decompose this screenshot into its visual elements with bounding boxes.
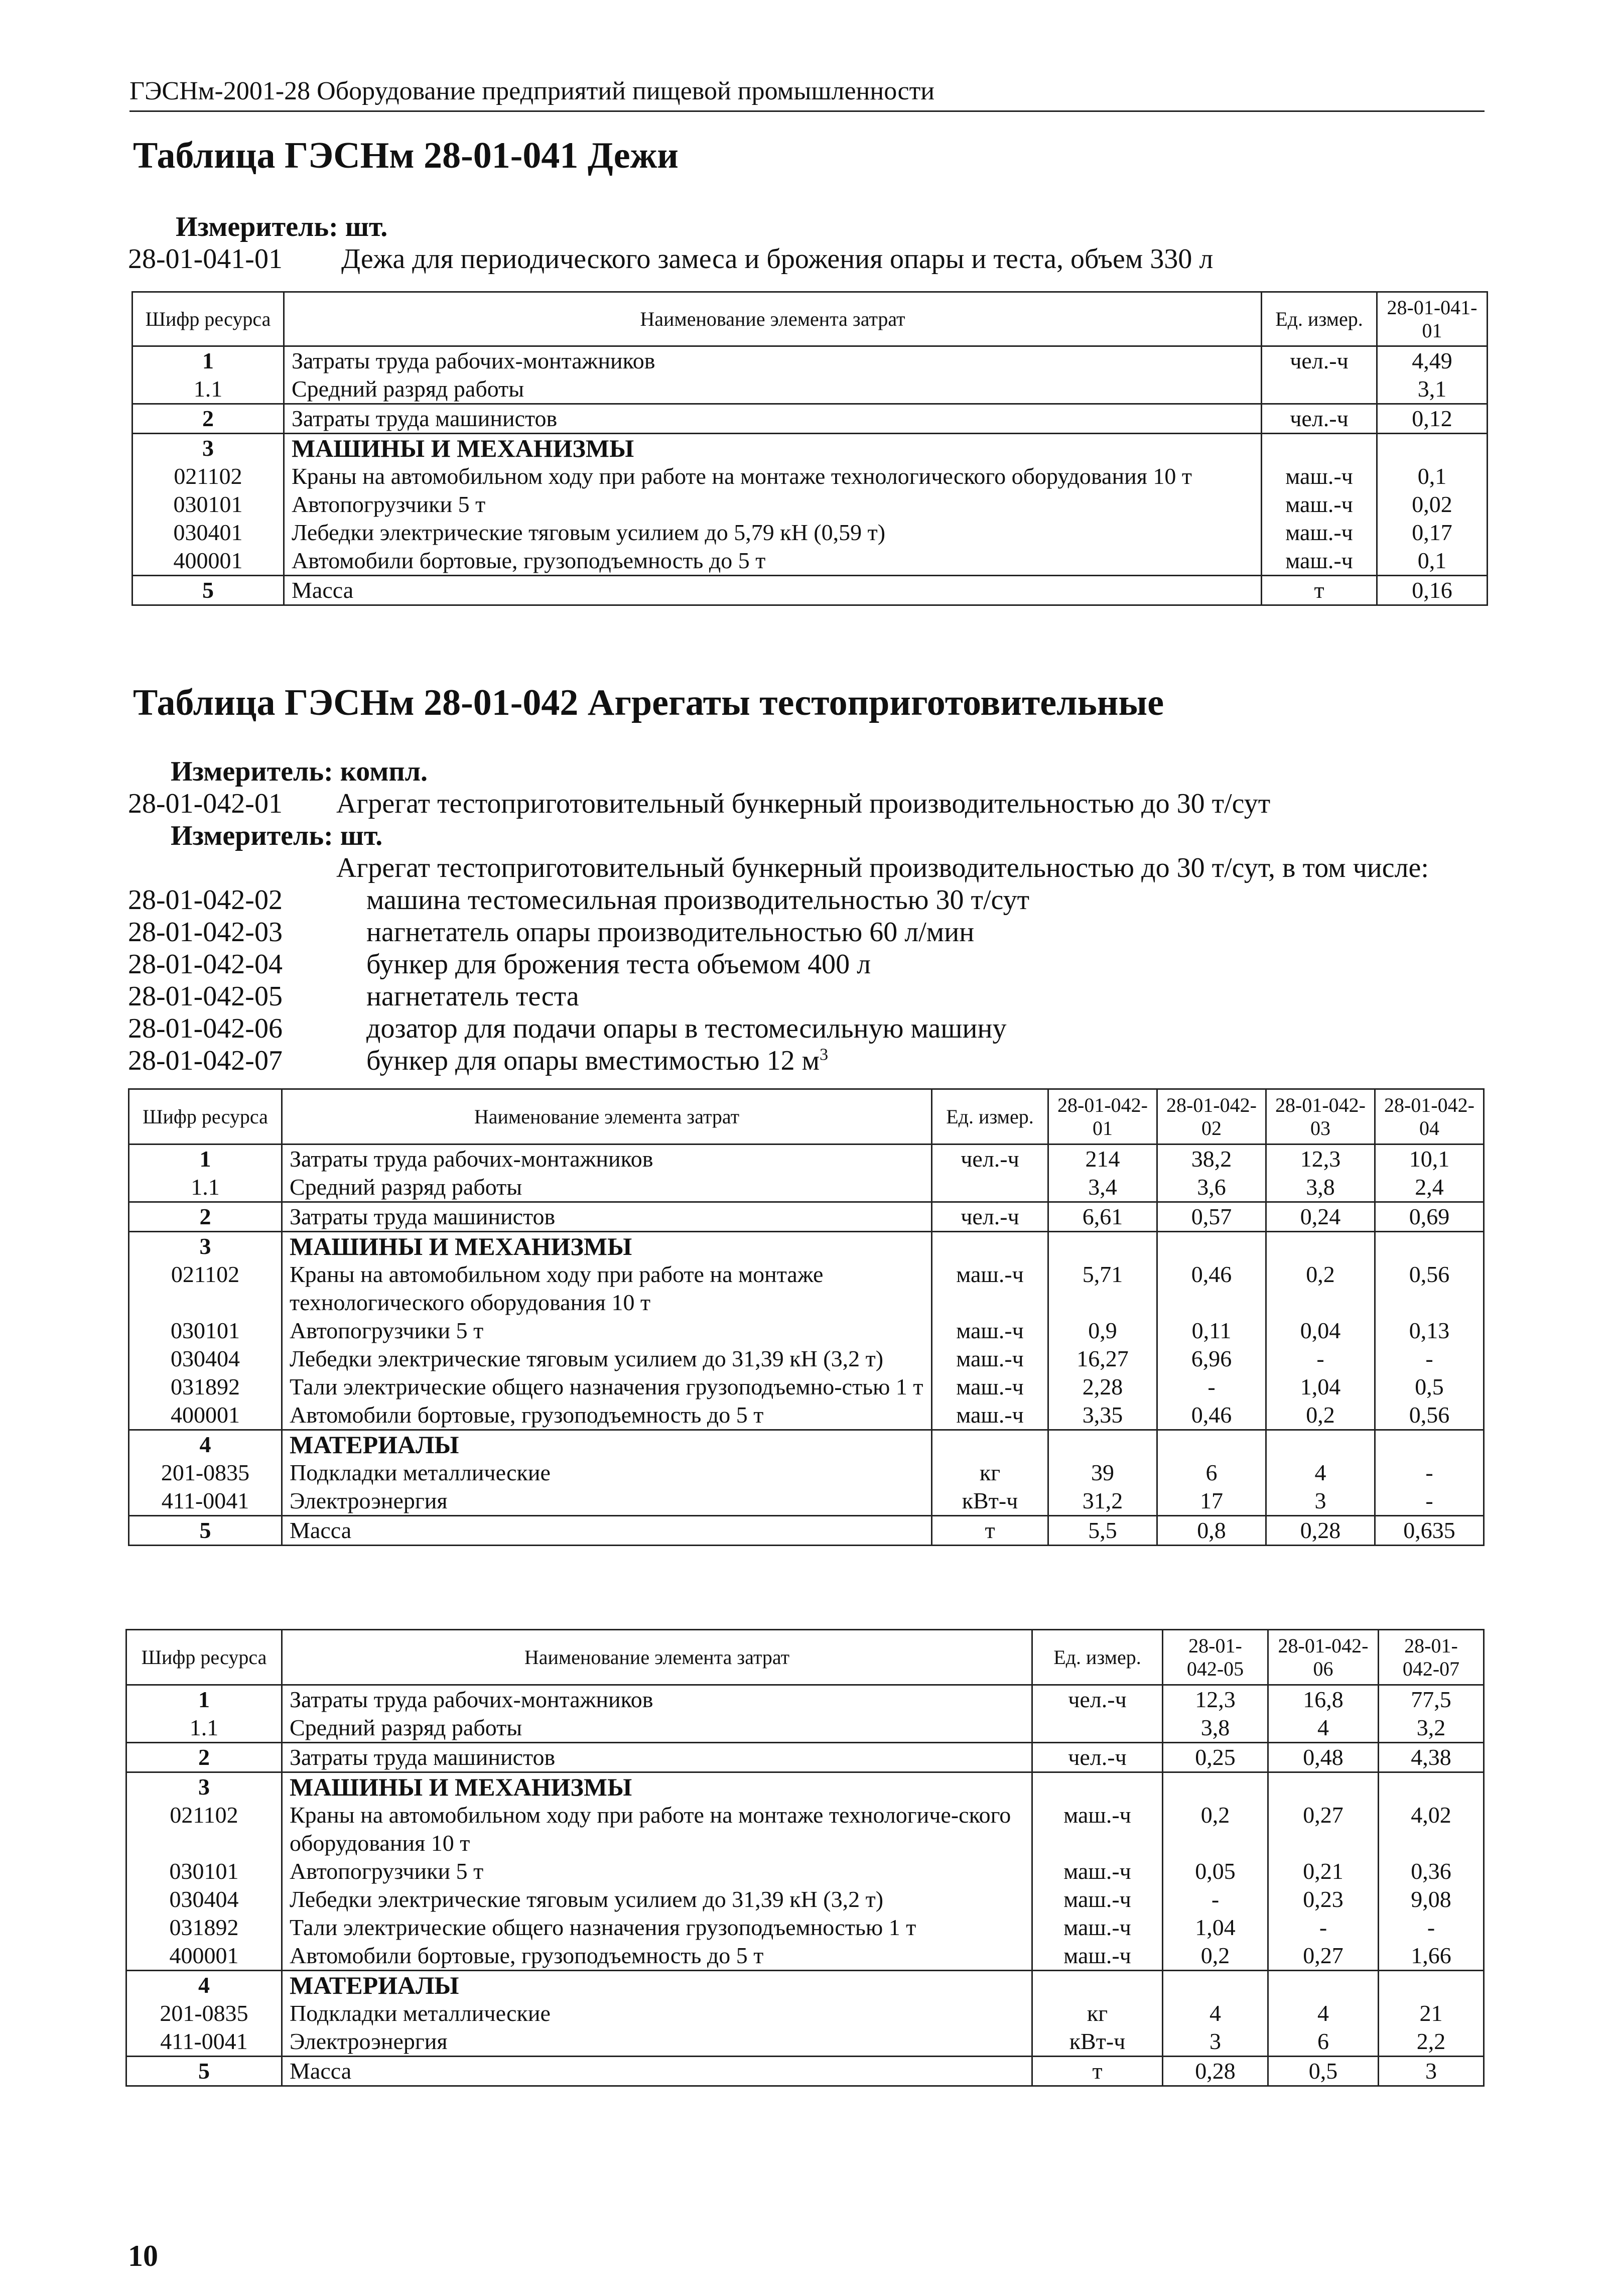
column-header: 28-01-042-03 xyxy=(1266,1089,1375,1144)
measure-label: Измеритель: xyxy=(171,756,333,787)
value-cell: 21 xyxy=(1379,1999,1484,2027)
value-cell: 16,27 xyxy=(1048,1345,1157,1373)
unit: чел.-ч xyxy=(1032,1685,1163,1714)
resource-code: 1.1 xyxy=(132,375,284,404)
value-cell: 0,46 xyxy=(1157,1260,1266,1317)
column-header: Ед. измер. xyxy=(1032,1630,1163,1685)
value-cell: 0,1 xyxy=(1377,462,1488,490)
column-header: Наименование элемента затрат xyxy=(282,1089,932,1144)
value-cell: 0,17 xyxy=(1377,519,1488,547)
value-cell: 0,24 xyxy=(1266,1202,1375,1232)
value-cell: 0,5 xyxy=(1268,2057,1379,2086)
value-cell: 2,4 xyxy=(1375,1173,1484,1202)
value-cell xyxy=(1163,1971,1268,2000)
item01-desc: Агрегат тестоприготовительный бункерный производительностью до 30 т/сут xyxy=(336,788,1271,819)
value-cell: 6 xyxy=(1157,1459,1266,1487)
resource-code: 201-0835 xyxy=(129,1459,282,1487)
sub-item-code: 28-01-042-03 xyxy=(128,917,283,948)
value-cell: 0,05 xyxy=(1163,1857,1268,1885)
resource-code: 3 xyxy=(129,1232,282,1261)
table-row xyxy=(129,1430,1484,1459)
table-row xyxy=(126,1772,1484,1802)
value-cell: 6 xyxy=(1268,2027,1379,2057)
value-cell: 3 xyxy=(1266,1487,1375,1516)
column-header: 28-01-042-02 xyxy=(1157,1089,1266,1144)
value-cell: 0,23 xyxy=(1268,1885,1379,1914)
resource-code: 030101 xyxy=(132,490,284,519)
value-cell: 0,9 xyxy=(1048,1317,1157,1345)
value-cell: 0,16 xyxy=(1377,576,1488,605)
value-cell: 4 xyxy=(1266,1459,1375,1487)
value-cell: 0,36 xyxy=(1379,1857,1484,1885)
cost-element-name: Тали электрические общего назначения грузоподъемностью 1 т xyxy=(282,1914,1032,1942)
resource-code: 030401 xyxy=(132,519,284,547)
value-cell: 31,2 xyxy=(1048,1487,1157,1516)
sub-item-desc xyxy=(366,1012,1006,1045)
table-row xyxy=(126,1714,1484,1743)
resource-code: 400001 xyxy=(126,1942,282,1971)
unit: маш.-ч xyxy=(1032,1801,1163,1857)
value-cell: 0,46 xyxy=(1157,1401,1266,1430)
measure-label: Измеритель: xyxy=(176,211,338,242)
unit: маш.-ч xyxy=(1262,490,1377,519)
value-cell: 38,2 xyxy=(1157,1144,1266,1174)
value-cell: 16,8 xyxy=(1268,1685,1379,1714)
cost-element-name: Масса xyxy=(284,576,1262,605)
resource-code: 5 xyxy=(126,2057,282,2086)
value-cell: 0,48 xyxy=(1268,1743,1379,1772)
value-cell xyxy=(1375,1430,1484,1459)
value-cell: 0,2 xyxy=(1266,1401,1375,1430)
value-cell: 3,1 xyxy=(1377,375,1488,404)
table-row xyxy=(126,1914,1484,1942)
value-cell: 5,5 xyxy=(1048,1516,1157,1546)
table-row xyxy=(129,1232,1484,1261)
sub-item-desc-text: нагнетатель теста xyxy=(366,981,579,1012)
column-header: Шифр ресурса xyxy=(132,292,284,346)
unit: чел.-ч xyxy=(1262,404,1377,434)
cost-element-name: Краны на автомобильном ходу при работе на монтаже технологического оборудования 10 т xyxy=(282,1260,932,1317)
value-cell: 39 xyxy=(1048,1459,1157,1487)
value-cell xyxy=(1379,1772,1484,1802)
cost-element-name: Лебедки электрические тяговым усилием до 31,39 кН (3,2 т) xyxy=(282,1345,932,1373)
unit: чел.-ч xyxy=(1032,1743,1163,1772)
value-cell: 0,28 xyxy=(1266,1516,1375,1546)
unit xyxy=(1032,1714,1163,1743)
table-row xyxy=(129,1516,1484,1546)
value-cell: 0,21 xyxy=(1268,1857,1379,1885)
unit: маш.-ч xyxy=(1262,462,1377,490)
resource-code: 030101 xyxy=(126,1857,282,1885)
table-row xyxy=(132,346,1488,375)
table2-measure2 xyxy=(171,820,382,852)
section-heading: МАТЕРИАЛЫ xyxy=(282,1430,932,1459)
column-header: Шифр ресурса xyxy=(126,1630,282,1685)
value-cell xyxy=(1157,1232,1266,1261)
table-row xyxy=(129,1487,1484,1516)
resource-code: 411-0041 xyxy=(129,1487,282,1516)
column-header: 28-01-042-06 xyxy=(1268,1630,1379,1685)
value-cell: - xyxy=(1157,1373,1266,1401)
sub-item-code: 28-01-042-07 xyxy=(128,1045,283,1076)
sub-item-code: 28-01-042-04 xyxy=(128,949,283,980)
value-cell: 4,38 xyxy=(1379,1743,1484,1772)
table-row xyxy=(132,375,1488,404)
unit: маш.-ч xyxy=(1032,1914,1163,1942)
unit: т xyxy=(932,1516,1048,1546)
sub-item-desc-text: бункер для брожения теста объемом 400 л xyxy=(366,949,871,980)
resource-code: 1 xyxy=(126,1685,282,1714)
unit: маш.-ч xyxy=(932,1373,1048,1401)
value-cell: - xyxy=(1375,1487,1484,1516)
value-cell: 5,71 xyxy=(1048,1260,1157,1317)
unit: кг xyxy=(932,1459,1048,1487)
unit: чел.-ч xyxy=(932,1202,1048,1232)
value-cell: 3 xyxy=(1379,2057,1484,2086)
value-cell: 9,08 xyxy=(1379,1885,1484,1914)
unit: кВт-ч xyxy=(932,1487,1048,1516)
value-cell: 17 xyxy=(1157,1487,1266,1516)
table-row xyxy=(129,1373,1484,1401)
resource-code: 030404 xyxy=(126,1885,282,1914)
value-cell: 0,1 xyxy=(1377,547,1488,576)
unit xyxy=(932,1232,1048,1261)
cost-element-name: Подкладки металлические xyxy=(282,1999,1032,2027)
table-row xyxy=(132,434,1488,463)
cost-element-name: Затраты труда рабочих-монтажников xyxy=(282,1144,932,1174)
value-cell: 0,5 xyxy=(1375,1373,1484,1401)
value-cell: 0,04 xyxy=(1266,1317,1375,1345)
resource-code: 411-0041 xyxy=(126,2027,282,2057)
table-row xyxy=(126,1743,1484,1772)
value-cell: 6,61 xyxy=(1048,1202,1157,1232)
value-cell: 2,2 xyxy=(1379,2027,1484,2057)
cost-element-name: Автопогрузчики 5 т xyxy=(282,1317,932,1345)
value-cell: - xyxy=(1268,1914,1379,1942)
resource-code: 021102 xyxy=(132,462,284,490)
cost-element-name: Средний разряд работы xyxy=(284,375,1262,404)
value-cell: 0,27 xyxy=(1268,1942,1379,1971)
value-cell: 3,4 xyxy=(1048,1173,1157,1202)
table1-title: Таблица ГЭСНм 28-01-041 Дежи xyxy=(133,135,679,176)
sub-item-code: 28-01-042-02 xyxy=(128,884,283,916)
unit: маш.-ч xyxy=(1032,1942,1163,1971)
section-heading: МАТЕРИАЛЫ xyxy=(282,1971,1032,2000)
unit: т xyxy=(1032,2057,1163,2086)
sub-item-desc xyxy=(366,980,579,1012)
resource-code: 1 xyxy=(129,1144,282,1174)
value-cell: 0,12 xyxy=(1377,404,1488,434)
table-row xyxy=(129,1173,1484,1202)
measure-value: шт. xyxy=(345,211,388,242)
value-cell: - xyxy=(1375,1345,1484,1373)
table-row xyxy=(132,547,1488,576)
resource-code: 5 xyxy=(132,576,284,605)
value-cell: 10,1 xyxy=(1375,1144,1484,1174)
resource-code: 1 xyxy=(132,346,284,375)
value-cell xyxy=(1157,1430,1266,1459)
value-cell: 0,2 xyxy=(1266,1260,1375,1317)
table1 xyxy=(131,291,1488,606)
unit: т xyxy=(1262,576,1377,605)
resource-code: 2 xyxy=(126,1743,282,1772)
unit xyxy=(1032,1971,1163,2000)
value-cell xyxy=(1268,1772,1379,1802)
table-row xyxy=(132,519,1488,547)
value-cell: 0,69 xyxy=(1375,1202,1484,1232)
cost-element-name: Электроэнергия xyxy=(282,2027,1032,2057)
value-cell: 0,57 xyxy=(1157,1202,1266,1232)
cost-element-name: Масса xyxy=(282,1516,932,1546)
table-row xyxy=(132,462,1488,490)
unit xyxy=(1262,434,1377,463)
cost-element-name: Автомобили бортовые, грузоподъемность до 5 т xyxy=(282,1401,932,1430)
cost-element-name: Средний разряд работы xyxy=(282,1173,932,1202)
resource-code: 031892 xyxy=(126,1914,282,1942)
value-cell: 0,25 xyxy=(1163,1743,1268,1772)
table1-item-desc: Дежа для периодического замеса и брожения опары и теста, объем 330 л xyxy=(341,243,1214,275)
column-header: Ед. измер. xyxy=(1262,292,1377,346)
unit: маш.-ч xyxy=(1032,1857,1163,1885)
value-cell: 1,66 xyxy=(1379,1942,1484,1971)
cost-element-name: Автопогрузчики 5 т xyxy=(282,1857,1032,1885)
table1-item-code: 28-01-041-01 xyxy=(128,243,283,275)
column-header: Ед. измер. xyxy=(932,1089,1048,1144)
cost-element-name: Автомобили бортовые, грузоподъемность до 5 т xyxy=(282,1942,1032,1971)
value-cell: 3,8 xyxy=(1163,1714,1268,1743)
value-cell: 3 xyxy=(1163,2027,1268,2057)
column-header: 28-01-041-01 xyxy=(1377,292,1488,346)
sub-item-desc-text: машина тестомесильная производительностью 30 т/сут xyxy=(366,884,1030,916)
measure-label: Измеритель: xyxy=(171,820,333,851)
value-cell: 0,28 xyxy=(1163,2057,1268,2086)
cost-element-name: Автопогрузчики 5 т xyxy=(284,490,1262,519)
table-row xyxy=(129,1459,1484,1487)
table-row xyxy=(126,2027,1484,2057)
value-cell xyxy=(1375,1232,1484,1261)
unit: маш.-ч xyxy=(932,1401,1048,1430)
measure-value: шт. xyxy=(340,820,383,851)
unit: маш.-ч xyxy=(1032,1885,1163,1914)
value-cell: 2,28 xyxy=(1048,1373,1157,1401)
value-cell: 3,6 xyxy=(1157,1173,1266,1202)
column-header: 28-01-042-05 xyxy=(1163,1630,1268,1685)
sub-item-desc xyxy=(366,916,974,948)
value-cell: 6,96 xyxy=(1157,1345,1266,1373)
cost-element-name: Краны на автомобильном ходу при работе на монтаже технологического оборудования 10 т xyxy=(284,462,1262,490)
table-row xyxy=(129,1345,1484,1373)
table-row xyxy=(126,1685,1484,1714)
cost-element-name: Затраты труда рабочих-монтажников xyxy=(284,346,1262,375)
value-cell: 0,27 xyxy=(1268,1801,1379,1857)
cost-element-name: Масса xyxy=(282,2057,1032,2086)
section-heading: МАШИНЫ И МЕХАНИЗМЫ xyxy=(282,1232,932,1261)
cost-element-name: Тали электрические общего назначения грузоподъемно-стью 1 т xyxy=(282,1373,932,1401)
unit: маш.-ч xyxy=(932,1260,1048,1317)
cost-element-name: Затраты труда машинистов xyxy=(284,404,1262,434)
unit: кг xyxy=(1032,1999,1163,2027)
value-cell: 3,2 xyxy=(1379,1714,1484,1743)
group-desc: Агрегат тестоприготовительный бункерный производительностью до 30 т/сут, в том числе: xyxy=(336,852,1429,883)
table2-measure1 xyxy=(171,755,428,788)
unit: кВт-ч xyxy=(1032,2027,1163,2057)
value-cell: 0,2 xyxy=(1163,1942,1268,1971)
table-row xyxy=(126,1857,1484,1885)
table1-measure xyxy=(176,211,387,243)
resource-code: 400001 xyxy=(132,547,284,576)
unit xyxy=(1032,1772,1163,1802)
resource-code: 030404 xyxy=(129,1345,282,1373)
value-cell: 12,3 xyxy=(1163,1685,1268,1714)
resource-code: 3 xyxy=(126,1772,282,1802)
table-row xyxy=(129,1202,1484,1232)
table-row xyxy=(129,1401,1484,1430)
value-cell: 4,02 xyxy=(1379,1801,1484,1857)
sub-item-desc-text: дозатор для подачи опары в тестомесильную машину xyxy=(366,1013,1007,1044)
value-cell: 0,13 xyxy=(1375,1317,1484,1345)
sub-item-desc xyxy=(366,884,1029,916)
value-cell: - xyxy=(1379,1914,1484,1942)
sub-item-code: 28-01-042-05 xyxy=(128,981,283,1012)
value-cell: - xyxy=(1163,1885,1268,1914)
value-cell xyxy=(1377,434,1488,463)
table-row xyxy=(126,1942,1484,1971)
sub-item-desc-text: бункер для опары вместимостью 12 м xyxy=(366,1045,820,1076)
value-cell: 12,3 xyxy=(1266,1144,1375,1174)
table2b xyxy=(125,1629,1485,2087)
table-row xyxy=(126,1885,1484,1914)
table-row xyxy=(129,1260,1484,1317)
value-cell: 4 xyxy=(1268,1999,1379,2027)
value-cell: 77,5 xyxy=(1379,1685,1484,1714)
cost-element-name: Средний разряд работы xyxy=(282,1714,1032,1743)
value-cell: - xyxy=(1266,1345,1375,1373)
cost-element-name: Лебедки электрические тяговым усилием до 31,39 кН (3,2 т) xyxy=(282,1885,1032,1914)
column-header: Наименование элемента затрат xyxy=(282,1630,1032,1685)
value-cell: 1,04 xyxy=(1266,1373,1375,1401)
value-cell xyxy=(1266,1430,1375,1459)
unit: чел.-ч xyxy=(1262,346,1377,375)
value-cell: 0,8 xyxy=(1157,1516,1266,1546)
resource-code: 201-0835 xyxy=(126,1999,282,2027)
unit xyxy=(932,1430,1048,1459)
resource-code: 1.1 xyxy=(129,1173,282,1202)
cost-element-name: Лебедки электрические тяговым усилием до 5,79 кН (0,59 т) xyxy=(284,519,1262,547)
value-cell: 0,56 xyxy=(1375,1260,1484,1317)
page-number: 10 xyxy=(128,2239,158,2272)
column-header: Наименование элемента затрат xyxy=(284,292,1262,346)
table-row xyxy=(126,1801,1484,1857)
running-header: ГЭСНм-2001-28 Оборудование предприятий пищевой промышленности xyxy=(129,75,1485,112)
sub-item-code: 28-01-042-06 xyxy=(128,1013,283,1044)
cost-element-name: Подкладки металлические xyxy=(282,1459,932,1487)
resource-code: 3 xyxy=(132,434,284,463)
resource-code: 5 xyxy=(129,1516,282,1546)
cost-element-name: Затраты труда машинистов xyxy=(282,1202,932,1232)
value-cell: 0,02 xyxy=(1377,490,1488,519)
unit: маш.-ч xyxy=(932,1317,1048,1345)
table2a xyxy=(128,1088,1485,1546)
table2-title: Таблица ГЭСНм 28-01-042 Агрегаты тестоприготовительные xyxy=(133,682,1164,723)
unit: чел.-ч xyxy=(932,1144,1048,1174)
table-row xyxy=(126,1999,1484,2027)
value-cell: 0,635 xyxy=(1375,1516,1484,1546)
value-cell: - xyxy=(1375,1459,1484,1487)
table-row xyxy=(129,1317,1484,1345)
value-cell: 4 xyxy=(1268,1714,1379,1743)
resource-code: 021102 xyxy=(129,1260,282,1317)
item01-code: 28-01-042-01 xyxy=(128,788,283,819)
resource-code: 400001 xyxy=(129,1401,282,1430)
value-cell: 3,35 xyxy=(1048,1401,1157,1430)
resource-code: 4 xyxy=(126,1971,282,2000)
resource-code: 021102 xyxy=(126,1801,282,1857)
value-cell xyxy=(1268,1971,1379,2000)
cost-element-name: Электроэнергия xyxy=(282,1487,932,1516)
measure-value: компл. xyxy=(340,756,428,787)
table-row xyxy=(132,576,1488,605)
value-cell xyxy=(1266,1232,1375,1261)
table-row xyxy=(132,404,1488,434)
unit xyxy=(932,1173,1048,1202)
cost-element-name: Затраты труда машинистов xyxy=(282,1743,1032,1772)
value-cell xyxy=(1048,1232,1157,1261)
section-heading: МАШИНЫ И МЕХАНИЗМЫ xyxy=(282,1772,1032,1802)
unit xyxy=(1262,375,1377,404)
value-cell: 0,2 xyxy=(1163,1801,1268,1857)
sub-item-desc xyxy=(366,948,871,980)
unit: маш.-ч xyxy=(1262,519,1377,547)
column-header: 28-01-042-07 xyxy=(1379,1630,1484,1685)
value-cell: 4 xyxy=(1163,1999,1268,2027)
section-heading: МАШИНЫ И МЕХАНИЗМЫ xyxy=(284,434,1262,463)
value-cell: 3,8 xyxy=(1266,1173,1375,1202)
value-cell: 1,04 xyxy=(1163,1914,1268,1942)
value-cell xyxy=(1048,1430,1157,1459)
cost-element-name: Автомобили бортовые, грузоподъемность до 5 т xyxy=(284,547,1262,576)
unit: маш.-ч xyxy=(1262,547,1377,576)
value-cell xyxy=(1379,1971,1484,2000)
value-cell: 4,49 xyxy=(1377,346,1488,375)
table-row xyxy=(126,1971,1484,2000)
cost-element-name: Краны на автомобильном ходу при работе на монтаже технологиче-ского оборудования 10 т xyxy=(282,1801,1032,1857)
cost-element-name: Затраты труда рабочих-монтажников xyxy=(282,1685,1032,1714)
value-cell: 0,56 xyxy=(1375,1401,1484,1430)
resource-code: 2 xyxy=(132,404,284,434)
sub-item-desc xyxy=(366,1045,828,1077)
resource-code: 030101 xyxy=(129,1317,282,1345)
column-header: Шифр ресурса xyxy=(129,1089,282,1144)
value-cell xyxy=(1163,1772,1268,1802)
sub-item-desc-text: нагнетатель опары производительностью 60 л/мин xyxy=(366,917,975,948)
resource-code: 031892 xyxy=(129,1373,282,1401)
resource-code: 4 xyxy=(129,1430,282,1459)
column-header: 28-01-042-04 xyxy=(1375,1089,1484,1144)
column-header: 28-01-042-01 xyxy=(1048,1089,1157,1144)
value-cell: 0,11 xyxy=(1157,1317,1266,1345)
value-cell: 214 xyxy=(1048,1144,1157,1174)
table-row xyxy=(132,490,1488,519)
resource-code: 1.1 xyxy=(126,1714,282,1743)
table-row xyxy=(129,1144,1484,1174)
superscript: 3 xyxy=(820,1045,829,1064)
table-row xyxy=(126,2057,1484,2086)
resource-code: 2 xyxy=(129,1202,282,1232)
unit: маш.-ч xyxy=(932,1345,1048,1373)
